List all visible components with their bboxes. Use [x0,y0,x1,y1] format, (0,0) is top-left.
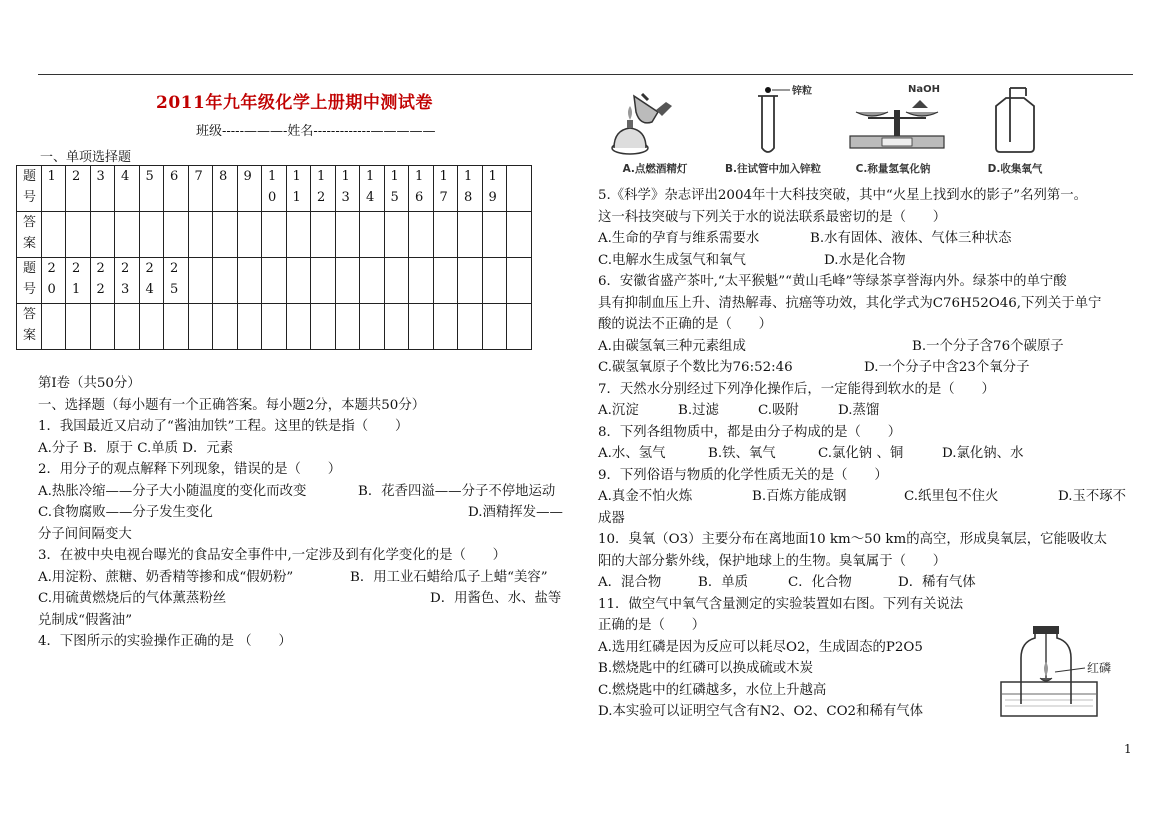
question-5-cont: 这一科技突破与下列关于水的说法联系最密切的是（ ） [598,209,947,225]
option-c: C．化合物 [788,575,852,590]
answer-cell[interactable] [433,212,458,258]
table-cell: 11 [286,166,311,212]
question-8: 8．下列各组物质中，都是由分子构成的是（ ） [598,424,902,440]
table-cell [433,258,458,304]
table-cell [286,258,311,304]
question-10-cont: 阳的大部分紫外线，保护地球上的生物。臭氧属于（ ） [598,553,947,569]
balance-icon [838,82,958,162]
question-11-option-a: A.选用红磷是因为反应可以耗尽O2，生成固态的P2O5 [598,639,923,655]
question-11-apparatus [995,622,1135,722]
left-column [38,373,578,653]
section-heading: 一、单项选择题 [40,150,132,165]
figure-c-caption: C.称量氢氧化钠 [855,163,931,175]
question-3: 3．在被中央电视台曝光的食品安全事件中,一定涉及到有化学变化的是（ ） [38,548,507,563]
answer-cell[interactable] [384,304,409,350]
figure-b [718,82,828,178]
top-rule [38,74,1133,75]
table-label: 题号 [17,258,42,304]
answer-cell[interactable] [66,212,91,258]
option-d: D.酒精挥发—— [468,505,563,520]
option-b: B.水有固体、液体、气体三种状态 [810,231,1012,246]
option-c: C.吸附 [758,403,799,418]
question-5-options-cd [598,250,1138,272]
gas-bottle-icon [960,82,1070,162]
option-d: D.一个分子中含23个氧分子 [864,360,1030,375]
figure-b-caption: B.往试管中加入锌粒 [725,163,821,175]
table-cell: 7 [188,166,213,212]
naoh-label: NaOH [908,84,940,95]
table-label: 答案 [17,304,42,350]
question-2: 2．用分子的观点解释下列现象，错误的是（ ） [38,462,342,477]
answer-cell[interactable] [188,212,213,258]
question-2-options-cd [38,502,578,524]
answer-cell[interactable] [458,212,483,258]
option-a: A.由碳氢氧三种元素组成 [598,338,746,354]
option-c: C.氯化钠 、铜 [818,446,904,461]
table-cell: 5 [139,166,164,212]
answer-cell[interactable] [213,212,238,258]
question-6-cont: 具有抑制血压上升、清热解毒、抗癌等功效，其化学式为C76H52O46,下列关于单宁 [598,295,1102,311]
table-cell: 1 [41,166,66,212]
figure-d-caption: D.收集氧气 [987,163,1043,175]
answer-cell[interactable] [90,304,115,350]
answer-cell[interactable] [482,212,507,258]
answer-cell[interactable] [311,212,336,258]
figure-d [960,82,1070,178]
table-cell: 14 [360,166,385,212]
option-c: C.碳氢氧原子个数比为76:52:46 [598,360,793,375]
table-cell: 25 [164,258,189,304]
table-cell: 21 [66,258,91,304]
answer-cell[interactable] [262,304,287,350]
answer-cell[interactable] [115,212,140,258]
table-cell: 12 [311,166,336,212]
answer-cell[interactable] [41,304,66,350]
figure-c [838,82,948,178]
option-b: B.铁、氧气 [708,446,776,461]
question-9-options [598,486,1138,508]
zinc-label: 锌粒 [792,86,812,97]
class-name-line: 班级-----———-姓名-------------————— [196,124,436,139]
table-cell: 22 [90,258,115,304]
question-8-options [598,443,1138,465]
option-d: D．稀有气体 [898,575,976,590]
question-9-option-d-cont: 成器 [598,510,625,526]
answer-cell[interactable] [115,304,140,350]
table-cell: 24 [139,258,164,304]
answer-cell[interactable] [90,212,115,258]
answer-cell[interactable] [335,212,360,258]
option-c: C.纸里包不住火 [904,489,999,504]
answer-cell[interactable] [41,212,66,258]
figure-a-caption: A.点燃酒精灯 [622,163,688,175]
answer-cell[interactable] [139,304,164,350]
answer-table-number-row [17,258,532,304]
test-tube-icon [718,82,828,162]
table-cell: 20 [41,258,66,304]
question-4: 4．下图所示的实验操作正确的是 （ ） [38,634,292,649]
answer-table-answer-row [17,304,532,350]
question-5: 5.《科学》杂志评出2004年十大科技突破，其中“火星上找到水的影子”名列第一。 [598,188,1088,203]
table-cell [213,258,238,304]
answer-table-answer-row [17,212,532,258]
answer-cell[interactable] [360,304,385,350]
answer-cell[interactable] [384,212,409,258]
table-cell: 15 [384,166,409,212]
option-c: C.电解水生成氢气和氧气 [598,252,746,268]
question-1-options: A.分子 B．原于 C.单质 D．元素 [38,440,234,456]
option-a: A．混合物 [598,575,662,590]
red-phosphorus-label: 红磷 [1087,661,1112,675]
question-2-option-d-cont: 分子间间隔变大 [38,526,132,542]
table-cell [237,258,262,304]
option-b: B.过滤 [678,403,719,418]
answer-cell[interactable] [409,304,434,350]
table-cell: 9 [237,166,262,212]
question-10-options [598,572,1138,594]
answer-cell[interactable] [335,304,360,350]
table-cell [507,166,532,212]
question-2-options-ab [38,481,578,503]
table-cell [507,258,532,304]
answer-cell[interactable] [286,212,311,258]
table-cell: 3 [90,166,115,212]
table-cell: 18 [458,166,483,212]
option-c: C.用硫黄燃烧后的气体薰蒸粉丝 [38,591,227,606]
question-9: 9．下列俗语与物质的化学性质无关的是（ ） [598,467,888,483]
table-cell: 6 [164,166,189,212]
option-d: D.玉不琢不 [1058,489,1127,504]
question-4-figures [600,82,1070,178]
answer-cell[interactable] [164,212,189,258]
option-d: D．用酱色、水、盐等 [430,591,562,606]
option-a: A.沉淀 [598,403,639,418]
answer-cell[interactable] [507,304,532,350]
table-cell: 13 [335,166,360,212]
question-7-options [598,400,1138,422]
table-cell [311,258,336,304]
question-6-options-ab [598,336,1138,358]
question-11-cont: 正确的是（ ） [598,618,706,633]
answer-cell[interactable] [237,304,262,350]
table-cell: 16 [409,166,434,212]
question-3-options-ab [38,567,578,589]
alcohol-lamp-icon [600,82,710,162]
question-11: 11．做空气中氧气含量测定的实验装置如右图。下列有关说法 [598,596,964,612]
table-cell: 17 [433,166,458,212]
table-cell [458,258,483,304]
answer-table [16,165,532,350]
table-cell [188,258,213,304]
option-b: B.百炼方能成钢 [752,489,847,504]
question-10: 10．臭氧（O3）主要分布在离地面10 km～50 km的高空，形成臭氧层，它能吸收太 [598,532,1108,547]
question-6: 6．安徽省盛产茶叶,“太平猴魁”“黄山毛峰”等绿茶享誉海内外。绿茶中的单宁酸 [598,274,1067,289]
answer-cell[interactable] [262,212,287,258]
table-cell: 2 [66,166,91,212]
question-7: 7．天然水分别经过下列净化操作后，一定能得到软水的是（ ） [598,381,995,397]
answer-cell[interactable] [507,212,532,258]
table-cell: 8 [213,166,238,212]
answer-cell[interactable] [360,212,385,258]
option-b: B.一个分子含76个碳原子 [912,338,1064,354]
table-cell [482,258,507,304]
exam-title: 2011年九年级化学上册期中测试卷 [156,93,433,113]
answer-cell[interactable] [164,304,189,350]
question-3-options-cd [38,588,578,610]
option-d: D.水是化合物 [824,252,906,268]
table-cell [384,258,409,304]
question-11-option-d: D.本实验可以证明空气含有N2、O2、CO2和稀有气体 [598,704,924,719]
option-c: C.食物腐败——分子发生变化 [38,505,213,520]
phosphorus-apparatus-icon [995,622,1135,722]
answer-cell[interactable] [139,212,164,258]
answer-cell[interactable] [213,304,238,350]
question-11-option-b: B.燃烧匙中的红磷可以换成硫或木炭 [598,661,813,676]
part-title: 第Ⅰ卷（共50分） [38,376,141,391]
page-number: 1 [1124,742,1132,756]
table-cell: 19 [482,166,507,212]
table-cell [360,258,385,304]
question-6-cont2: 酸的说法不正确的是（ ） [598,317,773,332]
table-cell [335,258,360,304]
answer-cell[interactable] [458,304,483,350]
answer-cell[interactable] [311,304,336,350]
answer-cell[interactable] [409,212,434,258]
option-a: A.热胀冷缩——分子大小随温度的变化而改变 [38,483,307,499]
option-a: A.用淀粉、蔗糖、奶香精等掺和成“假奶粉” [38,569,294,585]
option-b: B．用工业石蜡给瓜子上蜡“美容” [350,569,548,585]
answer-cell[interactable] [66,304,91,350]
option-d: D.氯化钠、水 [942,446,1024,461]
table-cell [262,258,287,304]
table-cell: 4 [115,166,140,212]
answer-cell[interactable] [286,304,311,350]
table-cell: 23 [115,258,140,304]
answer-table-number-row [17,166,532,212]
option-a: A.生命的孕育与维系需要水 [598,231,760,246]
table-cell [409,258,434,304]
answer-cell[interactable] [188,304,213,350]
option-d: D.蒸馏 [838,403,880,418]
instructions: 一、选择题（每小题有一个正确答案。每小题2分，本题共50分） [38,397,426,413]
option-b: B．花香四溢——分子不停地运动 [358,483,556,499]
question-3-option-d-cont: 兑制成“假酱油” [38,612,133,628]
answer-cell[interactable] [482,304,507,350]
option-b: B．单质 [698,575,749,590]
figure-a [600,82,710,178]
question-1: 1．我国最近又启动了“酱油加铁”工程。这里的铁是指（ ） [38,419,409,434]
question-6-options-cd [598,357,1138,379]
question-5-options-ab [598,228,1138,250]
question-11-option-c: C.燃烧匙中的红磷越多，水位上升越高 [598,682,827,698]
table-label: 题号 [17,166,42,212]
answer-cell[interactable] [237,212,262,258]
option-a: A.真金不怕火炼 [598,489,693,504]
answer-cell[interactable] [433,304,458,350]
option-a: A.水、氢气 [598,446,666,461]
table-cell: 10 [262,166,287,212]
table-label: 答案 [17,212,42,258]
